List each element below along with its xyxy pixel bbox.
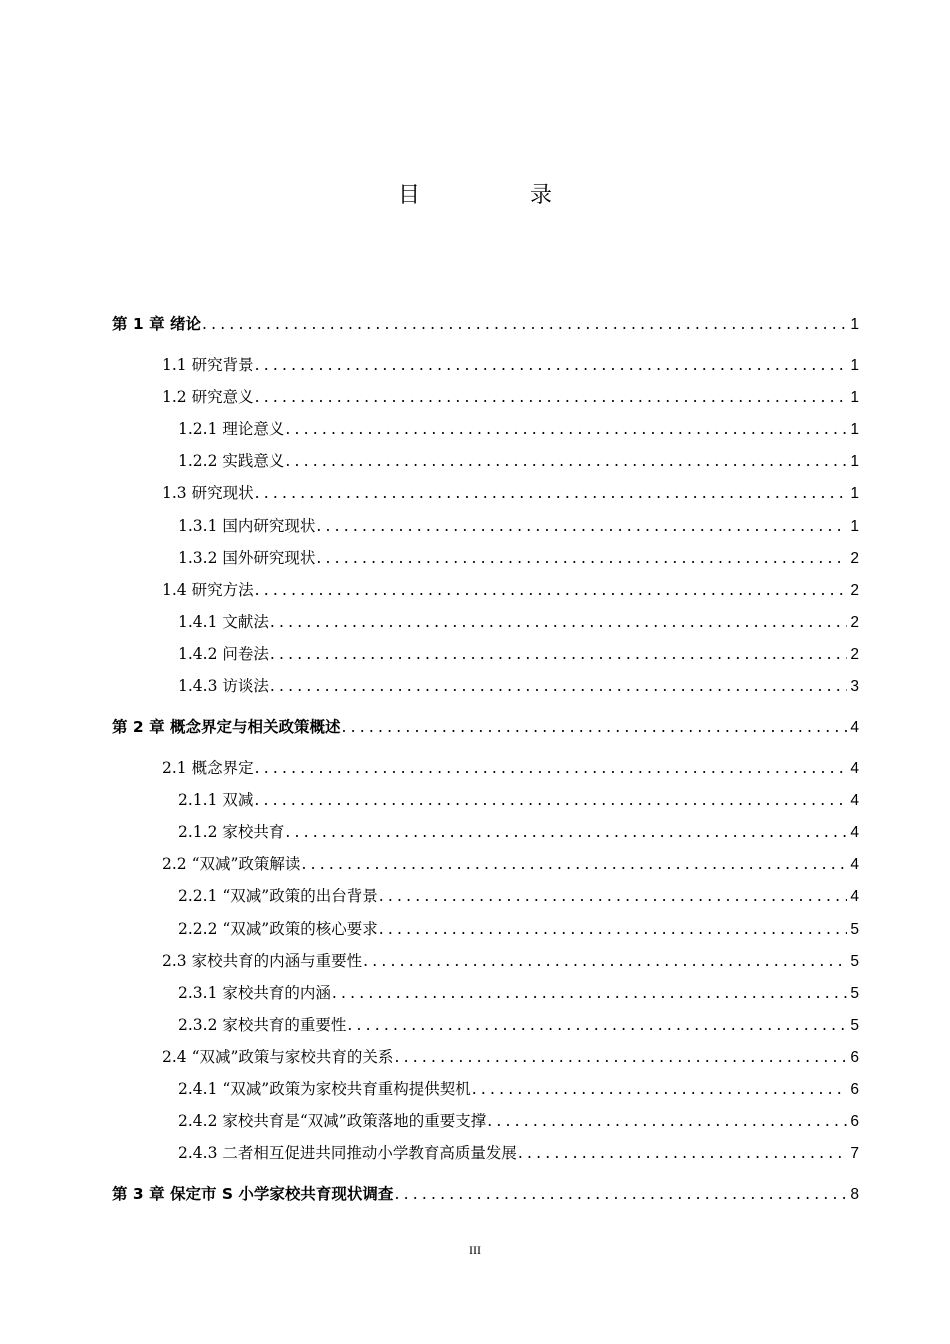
page-title: 目 录 <box>397 183 596 208</box>
toc-entry[interactable] <box>178 1109 859 1133</box>
toc-entry-page: 8 <box>850 1186 859 1204</box>
toc-entry-page: 2 <box>850 613 859 631</box>
toc-entry-label: 2.4.1 “双减”政策为家校共育重构提供契机 <box>178 1080 471 1098</box>
toc-entry-page: 2 <box>850 549 859 567</box>
toc-entry-label: 第 3 章 保定市 S 小学家校共育现状调查 <box>112 1185 394 1204</box>
toc-entry-label: 2.2.2 “双减”政策的核心要求 <box>178 919 378 938</box>
toc-dot-leader <box>316 514 847 538</box>
toc-dot-leader <box>363 949 847 973</box>
toc-entry[interactable] <box>178 917 859 941</box>
toc-entry-page: 5 <box>850 920 859 938</box>
toc-dot-leader <box>316 546 847 570</box>
toc-entry-page: 1 <box>850 389 859 407</box>
toc-entry[interactable] <box>178 1013 859 1037</box>
toc-entry-label: 1.3 研究现状 <box>162 484 254 503</box>
toc-dot-leader <box>487 1109 847 1133</box>
toc-entry-page: 6 <box>850 1048 859 1066</box>
toc-dot-leader <box>270 610 848 634</box>
toc-entry-label: 2.4.3 二者相互促进共同推动小学教育高质量发展 <box>178 1144 517 1163</box>
toc-dot-leader <box>255 353 848 377</box>
toc-entry-label: 1.4 研究方法 <box>162 580 254 599</box>
toc-entry-label: 2.1 概念界定 <box>162 759 254 777</box>
toc-dot-leader <box>255 578 848 602</box>
toc-entry-label: 1.1 研究背景 <box>162 356 254 374</box>
toc-entry[interactable] <box>162 385 859 409</box>
toc-entry-page: 4 <box>850 888 859 906</box>
toc-entry[interactable] <box>162 949 859 973</box>
toc-dot-leader <box>379 884 848 908</box>
toc-entry-label: 1.3.1 国内研究现状 <box>178 516 316 535</box>
toc-dot-leader <box>285 820 847 844</box>
toc-entry[interactable] <box>162 353 859 377</box>
toc-entry[interactable] <box>178 788 859 812</box>
toc-dot-leader <box>394 1182 847 1206</box>
toc-entry-label: 2.4 “双减”政策与家校共育的关系 <box>162 1047 394 1066</box>
toc-entry[interactable] <box>178 546 859 570</box>
toc-entry-page: 1 <box>850 316 859 333</box>
toc-dot-leader <box>332 981 848 1005</box>
toc-entry-label: 第 1 章 绪论 <box>112 315 201 333</box>
toc-entry-label: 2.3 家校共育的内涵与重要性 <box>162 951 363 970</box>
toc-entry[interactable] <box>178 674 859 698</box>
toc-entry-label: 2.1.2 家校共育 <box>178 823 285 842</box>
toc-entry-page: 2 <box>850 645 859 663</box>
toc-dot-leader <box>347 1013 847 1037</box>
toc-dot-leader <box>394 1045 847 1069</box>
toc-entry-page: 4 <box>850 792 859 810</box>
toc-entry[interactable] <box>162 578 859 602</box>
toc-entry-label: 1.2 研究意义 <box>162 388 254 407</box>
toc-entry[interactable] <box>178 514 859 538</box>
toc-entry-page: 1 <box>850 485 859 503</box>
toc-dot-leader <box>255 385 848 409</box>
toc-dot-leader <box>341 715 847 739</box>
toc-entry-page: 1 <box>850 421 859 439</box>
toc-entry-page: 7 <box>850 1145 859 1163</box>
toc-entry-page: 1 <box>850 517 859 535</box>
toc-entry[interactable] <box>178 1077 859 1101</box>
toc-dot-leader <box>270 674 848 698</box>
toc-entry-label: 1.2.1 理论意义 <box>178 420 285 439</box>
toc-entry-page: 5 <box>850 984 859 1002</box>
toc-entry-label: 2.3.1 家校共育的内涵 <box>178 983 331 1002</box>
toc-entry-page: 2 <box>850 581 859 599</box>
toc-entry[interactable] <box>162 1045 859 1069</box>
toc-entry-page: 4 <box>850 856 859 874</box>
toc-entry-page: 6 <box>850 1113 859 1131</box>
toc-entry-label: 1.4.1 文献法 <box>178 612 269 631</box>
toc-entry-page: 1 <box>850 357 859 374</box>
toc-entry[interactable] <box>178 884 859 908</box>
toc-entry[interactable] <box>178 820 859 844</box>
toc-entry[interactable] <box>178 610 859 634</box>
toc-dot-leader <box>255 756 848 780</box>
toc-entry-label: 1.4.2 问卷法 <box>178 644 269 663</box>
toc-dot-leader <box>379 917 848 941</box>
toc-entry-label: 1.4.3 访谈法 <box>178 677 269 695</box>
toc-entry[interactable] <box>112 715 859 739</box>
toc-entry[interactable] <box>162 481 859 505</box>
toc-dot-leader <box>285 417 847 441</box>
toc-entry[interactable] <box>178 1141 859 1165</box>
toc-entry-page: 5 <box>850 1016 859 1034</box>
page-number: III <box>469 1243 481 1257</box>
toc-entry-label: 2.4.2 家校共育是“双减”政策落地的重要支撑 <box>178 1112 487 1131</box>
toc-dot-leader <box>202 312 847 336</box>
toc-entry-label: 2.2 “双减”政策解读 <box>162 855 301 874</box>
toc-entry[interactable] <box>178 642 859 666</box>
toc-entry-label: 2.2.1 “双减”政策的出台背景 <box>178 887 378 906</box>
toc-entry-page: 4 <box>850 719 859 736</box>
toc-entry-page: 6 <box>850 1081 859 1098</box>
toc-entry-page: 5 <box>850 952 859 970</box>
toc-entry-label: 2.3.2 家校共育的重要性 <box>178 1015 347 1034</box>
toc-dot-leader <box>270 642 848 666</box>
toc-dot-leader <box>254 788 847 812</box>
toc-entry-page: 4 <box>850 824 859 842</box>
toc-entry[interactable] <box>112 1182 859 1206</box>
toc-dot-leader <box>472 1077 848 1101</box>
toc-entry-page: 4 <box>850 760 859 777</box>
toc-entry-page: 3 <box>850 678 859 695</box>
toc-entry-label: 1.2.2 实践意义 <box>178 452 285 471</box>
toc-entry[interactable] <box>162 756 859 780</box>
toc-entry-page: 1 <box>850 453 859 471</box>
toc-entry[interactable] <box>112 312 859 336</box>
toc-dot-leader <box>301 852 847 876</box>
toc-entry-label: 2.1.1 双减 <box>178 791 254 810</box>
toc-entry-label: 1.3.2 国外研究现状 <box>178 548 316 567</box>
toc-dot-leader <box>255 481 848 505</box>
toc-entry[interactable] <box>178 449 859 473</box>
toc-dot-leader <box>518 1141 848 1165</box>
toc-entry[interactable] <box>178 981 859 1005</box>
toc-entry[interactable] <box>178 417 859 441</box>
toc-entry[interactable] <box>162 852 859 876</box>
toc-dot-leader <box>285 449 847 473</box>
toc-entry-label: 第 2 章 概念界定与相关政策概述 <box>112 718 341 736</box>
